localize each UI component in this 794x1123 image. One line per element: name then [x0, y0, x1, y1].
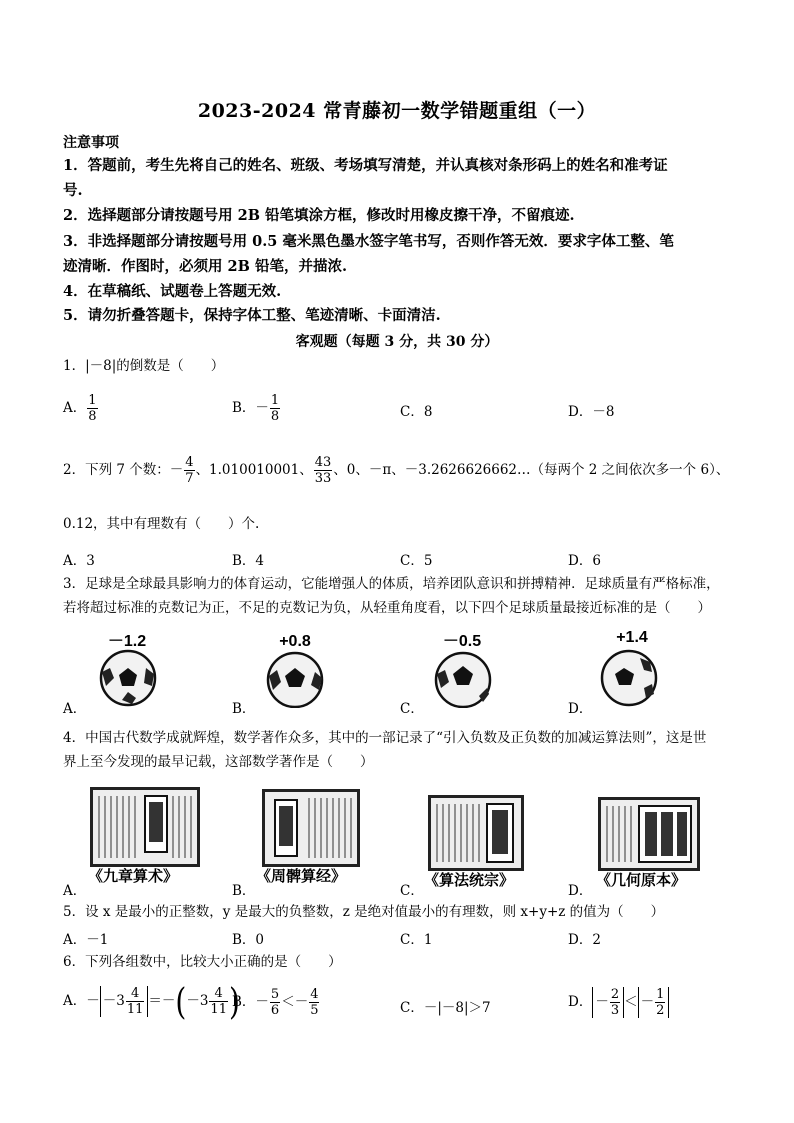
note-line: 号.	[63, 182, 83, 199]
q3-option-c-label: C．	[400, 701, 424, 717]
soccer-ball-c	[427, 628, 497, 708]
section-heading: 客观题（每题 3 分，共 30 分）	[295, 334, 499, 350]
note-line: 1．答题前，考生先将自己的姓名、班级、考场填写清楚，并认真核对条形码上的姓名和准考证	[63, 157, 668, 174]
q5-option-b: B．0	[232, 932, 265, 948]
q1-option-a: A． $\frac{1}{8}$	[63, 393, 97, 424]
q1-option-d: D．－8	[568, 404, 615, 420]
q4-option-d-label: D．	[568, 883, 593, 899]
q3-option-b-label: B．	[232, 701, 256, 717]
ball-d-value: +1.4	[616, 629, 648, 646]
q2-option-a: A．3	[63, 553, 95, 569]
q2-option-d: D．6	[568, 553, 601, 569]
soccer-ball-d	[594, 624, 664, 708]
note-line: 4．在草稿纸、试题卷上答题无效.	[63, 283, 282, 300]
question-4-stem-1: 4．中国古代数学成就辉煌，数学著作众多，其中的一部记录了“引入负数及正负数的加减运算法则”，这是世	[63, 730, 707, 746]
q6-option-d: D． － $\frac{2}{3}$ ＜ － $\frac{1}{2}$	[568, 987, 669, 1018]
q2-option-c: C．5	[400, 553, 433, 569]
page-title: 2023-2024 常青藤初一数学错题重组（一）	[197, 100, 597, 122]
q1-option-b: B．－ $\frac{1}{8}$	[232, 393, 280, 424]
note-line: 2．选择题部分请按题号用 2B 铅笔填涂方框，修改时用橡皮擦干净，不留痕迹.	[63, 207, 575, 224]
ball-c-value: －0.5	[442, 633, 482, 650]
question-4-stem-2: 界上至今发现的最早记载，这部数学著作是（ ）	[63, 754, 374, 770]
question-2-line2: 0.12̇，其中有理数有（ ）个.	[63, 516, 260, 532]
question-3-stem-2: 若将超过标准的克数记为正，不足的克数记为负，从轻重角度看，以下四个足球质量最接近标准的是（ ）	[63, 600, 711, 616]
question-2-stem: 2．下列 7 个数：－ $\frac{4}{7}$ 、1.010010001、 $\frac{43}{33}$ 、0、－π、－3.2626626662…（每两个 2 之间依次多一个 6）、	[63, 455, 730, 486]
note-line: 3．非选择题部分请按题号用 0.5 毫米黑色墨水签字笔书写，否则作答无效．要求字体工整、笔	[63, 233, 674, 250]
note-line: 迹清晰．作图时，必须用 2B 铅笔，并描浓.	[63, 258, 347, 275]
q6-option-a: A．－ －3 $\frac{4}{11}$ ＝－(－3 $\frac{4}{11}$ )	[63, 980, 240, 1023]
q3-option-a-label: A．	[63, 701, 87, 717]
book-jihe-image	[598, 797, 700, 871]
q3-option-d-label: D．	[568, 701, 593, 717]
book-caption-c: 《算法统宗》	[424, 871, 515, 889]
q5-option-a: A．－1	[63, 932, 109, 948]
book-caption-a: 《九章算术》	[88, 867, 179, 885]
question-3-stem-1: 3．足球是全球最具影响力的体育运动，它能增强人的体质，培养团队意识和拼搏精神．足球质量有严格标准，	[63, 576, 720, 592]
q6-option-b: B．－ $\frac{5}{6}$ ＜－ $\frac{4}{5}$	[232, 987, 319, 1018]
q4-option-b-label: B．	[232, 883, 256, 899]
q2-option-b: B．4	[232, 553, 265, 569]
q4-option-a-label: A．	[63, 883, 87, 899]
book-suanfa-image	[428, 795, 524, 871]
question-5-stem: 5．设 x 是最小的正整数，y 是最大的负整数，z 是绝对值最小的有理数，则 x+y+z 的值为（ ）	[63, 904, 665, 920]
q5-option-d: D．2	[568, 932, 601, 948]
book-zhoubi-image	[262, 789, 360, 867]
book-caption-b: 《周髀算经》	[256, 867, 347, 885]
q1-option-c: C．8	[400, 404, 433, 420]
note-line: 5．请勿折叠答题卡，保持字体工整、笔迹清晰、卡面清洁.	[63, 307, 441, 324]
soccer-ball-b	[260, 628, 330, 708]
q4-option-c-label: C．	[400, 883, 424, 899]
question-1-stem: 1．|－8|的倒数是（ ）	[63, 358, 225, 374]
soccer-ball-a	[92, 628, 162, 708]
question-6-stem: 6．下列各组数中，比较大小正确的是（ ）	[63, 954, 342, 970]
book-caption-d: 《几何原本》	[596, 871, 687, 889]
q5-option-c: C．1	[400, 932, 433, 948]
ball-b-value: +0.8	[279, 633, 311, 650]
q6-option-c: C．－|－8|＞7	[400, 1000, 491, 1016]
ball-a-value: －1.2	[107, 633, 147, 650]
book-jiuzhang-image	[90, 787, 200, 867]
notes-heading: 注意事项	[63, 135, 119, 151]
